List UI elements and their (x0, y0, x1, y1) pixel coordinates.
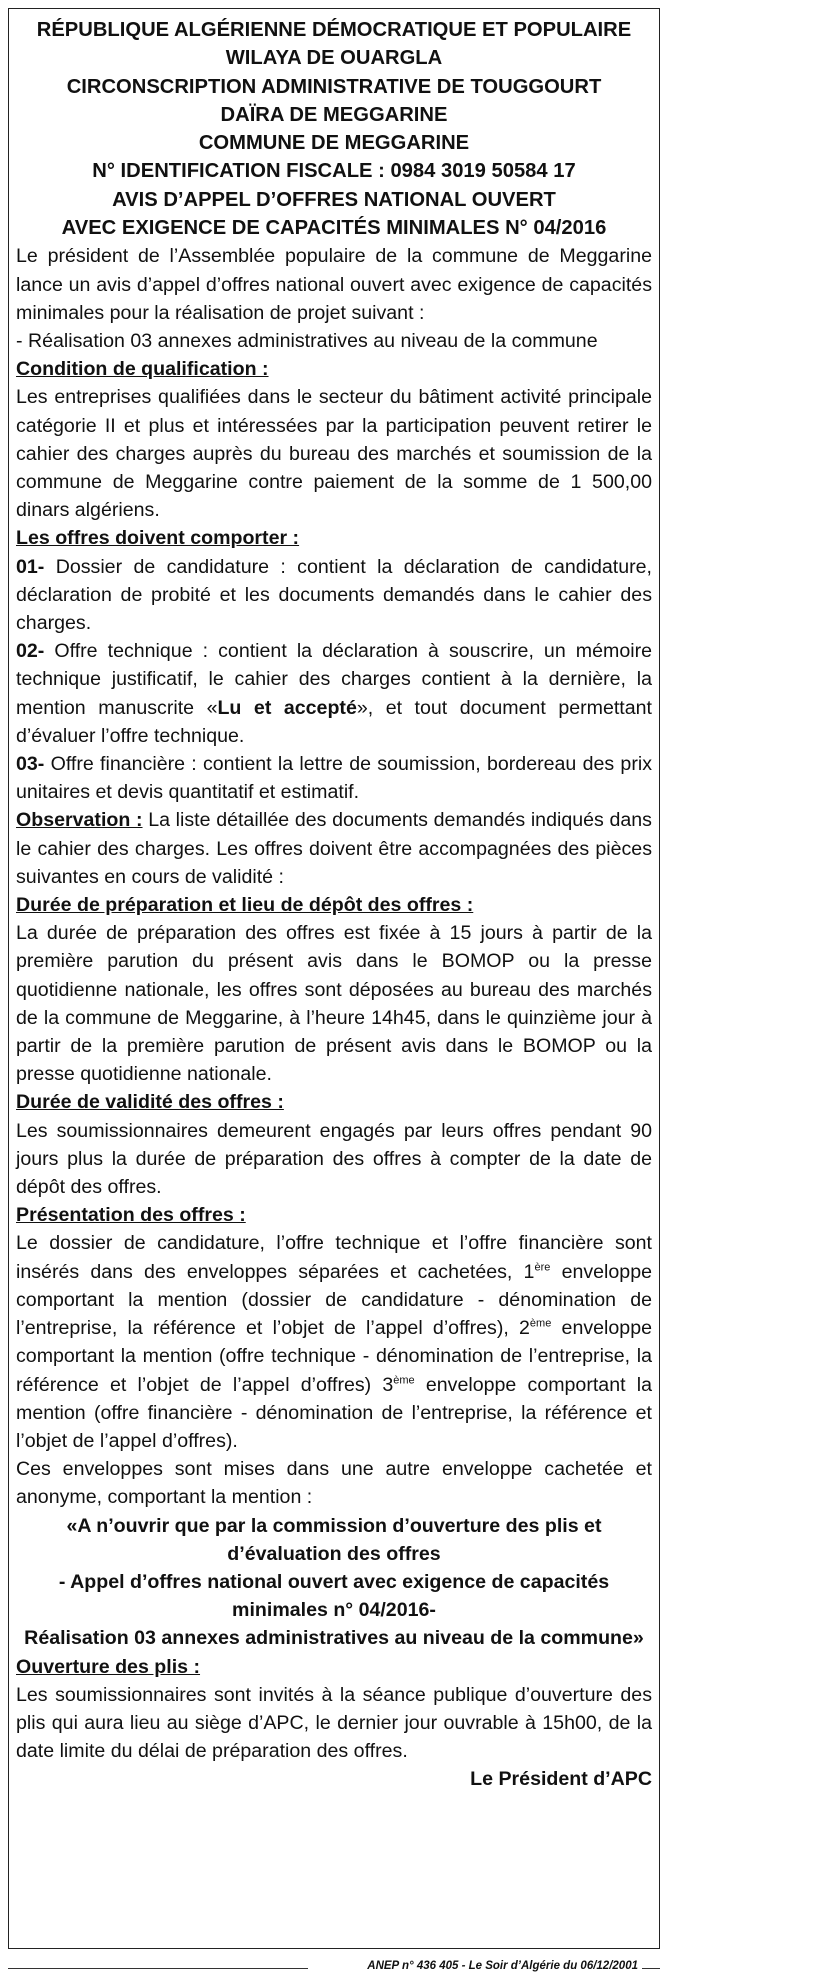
header-wilaya: WILAYA DE OUARGLA (225, 47, 443, 70)
item-text: Dossier de candidature : contient la déclaration de candidature, déclaration de probité et les documents demandés dans le cahier des charges. (16, 555, 652, 635)
announcement-frame (8, 8, 660, 1949)
presentation-paragraph (16, 1229, 652, 1455)
presentation-text: enveloppe comportant la mention (dossier de candidature - dénomination de l’entreprise, la référence et l’objet de l’appel d’offres), 2 (16, 1260, 653, 1340)
observation-paragraph (16, 806, 652, 891)
offres-item-3 (16, 750, 652, 806)
item-text: Offre technique : contient la déclaration à souscrire, un mémoire technique justificatif, le cahier des charges contient à la dernière, la mention manuscrite « (16, 640, 652, 719)
envelope-paragraph: Ces enveloppes sont mises dans une autre enveloppe cachetée et anonyme, comportant la mention : (16, 1458, 652, 1509)
item-number: 01- (16, 555, 45, 578)
footer-rule (642, 1968, 660, 1969)
header-circonscription: CIRCONSCRIPTION ADMINISTRATIVE DE TOUGGOURT (66, 75, 602, 98)
section-title-observation: Observation : (16, 809, 143, 832)
section-title-offres: Les offres doivent comporter : (16, 527, 300, 550)
footer-rule (8, 1968, 308, 1969)
footer-reference: ANEP n° 436 405 - Le Soir d’Algérie du 06/12/2001 (367, 1960, 638, 1972)
header-daira: DAÏRA DE MEGGARINE (220, 103, 448, 126)
qualification-paragraph: Les entreprises qualifiées dans le secteur du bâtiment activité principale catégorie II et plus et intéressées par la participation peuvent retirer le cahier des charges auprès du bureau des marchés et soumission de la commune de Meggarine contre paiement de la somme de 1 500,00 dinars algériens. (16, 386, 652, 522)
duree-validite-paragraph: Les soumissionnaires demeurent engagés par leurs offres pendant 90 jours plus la durée de préparation des offres à compter de la date de dépôt des offres. (16, 1119, 652, 1199)
ordinal-suffix: ème (529, 1317, 552, 1330)
project-item: - Réalisation 03 annexes administratives au niveau de la commune (16, 329, 598, 352)
mention-line-2: - Appel d’offres national ouvert avec exigence de capacités minimales n° 04/2016- (58, 1570, 610, 1622)
presentation-text: enveloppe comportant la mention (offre technique - dénomination de l’entreprise, la référence et l’objet de l’appel d’offres) 3 (16, 1317, 652, 1396)
header-notice-title: AVIS D’APPEL D’OFFRES NATIONAL OUVERT (112, 188, 556, 211)
ordinal-suffix: ème (393, 1373, 415, 1386)
section-title-duree-validite: Durée de validité des offres : (16, 1091, 284, 1114)
ordinal-suffix: ère (534, 1261, 551, 1274)
header-fiscal-id: N° IDENTIFICATION FISCALE : 0984 3019 50584 17 (92, 160, 576, 183)
header-republic: RÉPUBLIQUE ALGÉRIENNE DÉMOCRATIQUE ET POPULAIRE (36, 19, 632, 41)
footer (8, 1958, 660, 1978)
section-title-presentation: Présentation des offres : (16, 1204, 246, 1227)
duree-preparation-paragraph: La durée de préparation des offres est fixée à 15 jours à partir de la première parution du présent avis dans le BOMOP ou la presse quotidienne nationale, les offres sont déposées au bureau des marchés de la commune de Meggarine, à l’heure 14h45, dans le quinzième jour à partir de la première parution de présent avis dans le BOMOP ou la presse quotidienne nationale. (16, 922, 652, 1086)
ouverture-paragraph: Les soumissionnaires sont invités à la séance publique d’ouverture des plis qui aura lieu au siège d’APC, le dernier jour ouvrable à 15h00, de la date limite du délai de préparation des offres. (16, 1683, 652, 1763)
section-title-ouverture: Ouverture des plis : (16, 1655, 201, 1678)
item-number: 03- (16, 753, 45, 776)
item-number: 02- (16, 640, 45, 663)
section-title-duree-preparation: Durée de préparation et lieu de dépôt des offres : (16, 894, 474, 917)
presentation-text: Le dossier de candidature, l’offre technique et l’offre financière sont insérés dans des enveloppes séparées et cachetées, 1 (16, 1232, 652, 1283)
mention-line-3: Réalisation 03 annexes administratives au niveau de la commune» (24, 1627, 644, 1650)
announcement-body (16, 242, 652, 1793)
offres-item-2 (16, 637, 652, 750)
header-commune: COMMUNE DE MEGGARINE (198, 132, 470, 155)
observation-text: La liste détaillée des documents demandés indiqués dans le cahier des charges. Les offres doivent être accompagnées des pièces suivantes en cours de validité : (16, 809, 652, 888)
mention-line-1: «A n’ouvrir que par la commission d’ouverture des plis et d’évaluation des offres (66, 1514, 602, 1565)
presentation-text: enveloppe comportant la mention (offre financière - dénomination de l’entreprise, la référence et l’objet de l’appel d’offres). (16, 1373, 652, 1452)
signature: Le Président d’APC (470, 1768, 652, 1791)
item-text: », et tout document permettant d’évaluer l’offre technique. (16, 696, 652, 747)
offres-item-1 (16, 553, 652, 638)
intro-paragraph: Le président de l’Assemblée populaire de la commune de Meggarine lance un avis d’appel d’offres national ouvert avec exigence de capacités minimales pour la réalisation de projet suivant : (16, 245, 652, 324)
header-notice-subtitle: AVEC EXIGENCE DE CAPACITÉS MINIMALES N° 04/2016 (61, 217, 607, 240)
envelope-mention (16, 1512, 652, 1653)
announcement-header (16, 16, 652, 242)
lu-et-accepte: Lu et accepté (217, 696, 357, 719)
section-title-qualification: Condition de qualification : (16, 358, 269, 381)
item-text: Offre financière : contient la lettre de soumission, bordereau des prix unitaires et devis quantitatif et estimatif. (16, 753, 652, 804)
